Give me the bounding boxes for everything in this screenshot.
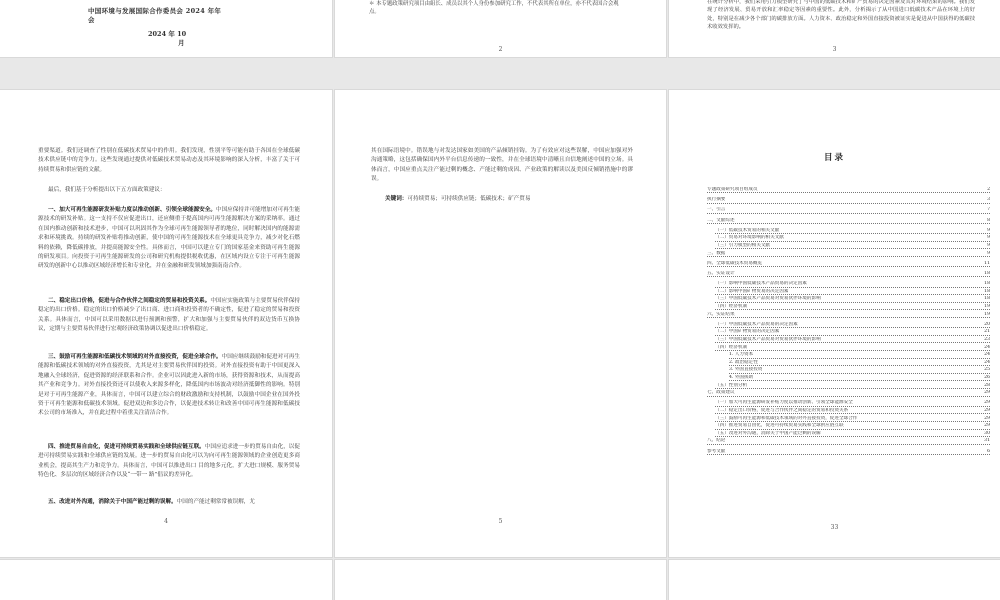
recommendation-1-body: 中国应保持并可能增加对可再生能源技术的研发补贴。这一支持不仅应促进出口，还应侧重于提高国内可再生能源解决方案的采纳率。通过在国内推动创新和技术进步，中国可以巩固其作为全球可再生能源领导者的地位，同时解决国内的能源需求和环境挑战。持续的研发补贴将推动创新，使中国的可再生能源技术在全球更具竞争力，减少对化石燃料的依赖，降低碳排放，并提高能源安全性。具体而言，中国可以建立专门的国家基金来资助可再生能源的研发项目。向投资于可再生能源研发的公司和研究机构提供税收优惠，在区域内设立专注于可再生能源研发的创新中心以推动区域经济增长和专业化，并在金融和研发领域加强南南合作。	[38, 207, 300, 270]
recommendation-5-title: 五、改进对外沟通，消除关于中国产能过剩的误解。	[48, 499, 177, 505]
toc-entry-page: 7	[987, 207, 990, 213]
toc-entry[interactable]	[729, 352, 990, 358]
toc-entry[interactable]	[715, 289, 990, 295]
toc-entry[interactable]	[707, 438, 990, 444]
toc-entry-label: 参考文献	[707, 448, 726, 454]
toc-title: 目录	[823, 153, 845, 163]
toc-entry[interactable]	[707, 207, 990, 213]
recommendation-1	[38, 206, 300, 272]
toc-entry-label: 1. 人力资本	[729, 352, 754, 358]
toc-entry-page: 28	[984, 382, 990, 388]
toc-entry[interactable]	[715, 243, 990, 249]
recommendation-2-title: 二、稳定出口价格，促进与合作伙伴之间稳定的贸易和投资关系。	[48, 298, 211, 304]
toc-entry-page: 3	[987, 197, 990, 203]
toc-entry-page: 2	[987, 187, 990, 192]
toc-entry-label: （二）稳定出口价格，促进与合作伙伴之间稳定的贸易和投资关系	[715, 408, 849, 413]
toc-entry[interactable]	[715, 296, 990, 302]
toc-entry-page: 18	[984, 296, 990, 302]
toc-entry-label: 4. 外国援助	[729, 375, 754, 380]
toc-entry[interactable]	[707, 449, 990, 455]
toc-entry-page: 23	[984, 337, 990, 342]
page-number: 33	[830, 524, 839, 531]
toc-entry-label: （三）中国低碳技术产品贸易对贸易伙伴环境的影响	[715, 296, 821, 302]
toc-entry-page: 29	[984, 415, 990, 421]
disclaimer-note: ＊ 本专题政策研究项目由組长、成员以其个人身份参加研究工作，不代表其所在单位，亦不代表国合会观点。	[369, 1, 619, 15]
summary-text: 在统计分析中，我们采用引力模型研究了与中国的低碳技术和矿产贸易的决定因素及其对环境结果的影响。我们发现了经济发展、贸易开放和汇率稳定等因素的重要性。此外，分析揭示了从中国进口低碳技术产品在环境上的好处，特别是在减少各个部门的碳排放方面。人力资本、政治稳定和外国直接投资被证实是促进从中国获得的低碳技术收效发挥的。	[707, 0, 975, 31]
toc-entry-label: 六、实证结果	[707, 311, 735, 317]
toc-entry[interactable]	[707, 251, 990, 257]
page-number: 4	[164, 518, 168, 525]
keywords-label: 关键词：	[385, 196, 408, 202]
toc-entry[interactable]	[715, 337, 990, 343]
toc-entry-page: 9	[987, 227, 990, 233]
toc-entry-page: 19	[984, 311, 990, 317]
toc-entry[interactable]	[715, 322, 990, 328]
keywords	[385, 195, 635, 204]
toc-entry-label: 2. 政治稳定性	[729, 359, 758, 365]
toc-entry-page: 9	[987, 243, 990, 248]
toc-entry[interactable]	[715, 235, 990, 241]
toc-entry-page: 19	[984, 304, 990, 309]
recommendation-4	[38, 443, 300, 481]
report-date-line2: 月	[178, 39, 185, 47]
toc-entry[interactable]	[715, 431, 990, 437]
toc-entry-label: （四）经济机制	[715, 304, 748, 309]
toc-entry[interactable]	[715, 329, 990, 335]
toc-entry[interactable]	[715, 416, 990, 422]
toc-entry-page: 18	[984, 288, 990, 294]
toc-entry-page: 18	[984, 271, 990, 276]
page-4	[0, 90, 332, 557]
toc-entry[interactable]	[707, 218, 990, 224]
page-number: 2	[498, 46, 503, 53]
toc-entry-page: 26	[984, 375, 990, 380]
toc-entry-page: 29	[984, 390, 990, 396]
toc-entry-page: 9	[987, 235, 990, 241]
toc-entry[interactable]	[715, 383, 990, 389]
toc-entry-page: 6	[987, 448, 990, 454]
toc-entry[interactable]	[707, 261, 990, 267]
toc-entry[interactable]	[715, 304, 990, 310]
recommendation-4-body: 中国应追求进一步的贸易自由化，以促进可持续贸易实践和全球供应链的发展。进一步的贸易自由化可以为向可再生能源领域的企业创造更多商业机会，提高其生产力和竞争力。具体而言，中国可以推进出口 目的地多元化，扩大进口规模、服务贸易特色化、多层次的区域经济合作以及“一带一 路”倡议的差异化。	[38, 444, 300, 479]
toc-entry-label: （三）引力模型的相关文献	[715, 243, 771, 248]
page-2	[335, 0, 666, 57]
recommendation-2-body: 中国应实施政策与主要贸易伙伴保持稳定的出口价格。稳定的出口价格减少了出口商、进口商和投资者的不确定性，促进了稳定的贸易和投资关系。具体而言，中国可以采用数据以进行预测和预警，扩大和加强与主要贸易伙伴的双边货币互换协议，定期与主要贸易伙伴进行宏观经济政策协调以促进出口价格稳定。	[38, 298, 300, 333]
toc-entry-page: 31	[984, 438, 990, 444]
report-date-line1: 2024 年 10	[148, 30, 187, 38]
recommendation-3	[38, 353, 300, 419]
toc-entry-label: 七、政策建议	[707, 390, 735, 396]
page-number: 5	[498, 518, 503, 525]
toc-entry-label: 二、文献综述	[707, 217, 735, 223]
page-6	[669, 90, 1000, 557]
toc-entry-label: （一）中国低碳技术产品贸易的决定因素	[715, 321, 798, 327]
toc-entry-page: 29	[984, 400, 990, 406]
toc-entry-label: 一、引言	[707, 207, 726, 213]
toc-entry[interactable]	[715, 345, 990, 351]
toc-entry[interactable]	[707, 187, 990, 193]
page-5	[335, 90, 666, 557]
recommendation-5-body: 中国的产能过剩常常被误解，尤	[176, 499, 255, 505]
toc-entry[interactable]	[707, 312, 990, 318]
recommendation-4-title: 四、推进贸易自由化，促进可持续贸易实践和全球供应链互联。	[48, 444, 205, 450]
toc-entry-label: 执行摘要	[707, 197, 726, 203]
toc-entry-label: 四、全球低碳技术贸易概览	[707, 260, 763, 266]
toc-entry-label: （二）影响中国矿物贸易的决定因素	[715, 288, 789, 294]
findings-paragraph: 重要渠道。我们还调查了性别在低碳技术贸易中的作用。我们发现，性别平等可能有助于各国在全球低碳技术供应链中的竞争力。这些发现通过提供对低碳技术贸易动态及其环境影响的深入分析，丰富了关于可持续贸易和供应链的文献。	[38, 148, 300, 173]
toc-entry[interactable]	[715, 281, 990, 287]
toc-entry-label: （二）贸易对环境影响的相关文献	[715, 235, 784, 241]
toc-entry[interactable]	[729, 360, 990, 366]
toc-entry-label: （四）经济机制	[715, 344, 748, 350]
toc-entry[interactable]	[707, 197, 990, 203]
toc-entry[interactable]	[707, 390, 990, 396]
page-8	[335, 560, 666, 600]
toc-entry[interactable]	[715, 423, 990, 429]
keywords-list: 可持续贸易；可持续供应链；低碳技术；矿产贸易	[407, 196, 531, 202]
toc-entry-label: （二）中国矿物贸易的决定因素	[715, 329, 780, 335]
recommendation-3-title: 三、鼓励可再生能源和低碳技术领域的对外直接投资，促进全球合作。	[48, 354, 222, 360]
toc-entry-label: （三）中国低碳技术产品贸易对贸易伙伴环境的影响	[715, 337, 821, 342]
toc-entry[interactable]	[715, 408, 990, 414]
toc-entry-label: 专题政策研究项目组成员	[707, 187, 758, 192]
toc-entry[interactable]	[729, 375, 990, 381]
toc-entry-label: 3. 外国直接投资	[729, 367, 763, 373]
toc-entry-label: （三）鼓励可再生能源和低碳技术领域的对外直接投资，促进全球合作	[715, 415, 858, 421]
toc-entry-page: 24	[984, 344, 990, 350]
recommendations-intro: 最后，我们基于分析提出以下五方面政策建议：	[48, 187, 166, 193]
page-7	[0, 560, 332, 600]
page-number: 3	[832, 46, 837, 53]
toc-entry-label: （五）改进对外沟通，消除关于中国产能过剩的误解	[715, 430, 821, 436]
toc-entry-label: （一）低碳技术贸易的相关文献	[715, 227, 780, 233]
recommendation-1-title: 一、加大可再生能源研发补贴力度以推动创新、引领全球能源安全。	[48, 207, 216, 213]
toc-entry-page: 24	[984, 359, 990, 365]
toc-entry-label: 八、结论	[707, 438, 726, 444]
recommendation-5	[38, 498, 300, 507]
toc-entry-page: 25	[984, 367, 990, 373]
page-1	[0, 0, 332, 57]
toc-entry-label: 三、数据	[707, 250, 726, 256]
recommendation-2	[38, 297, 300, 335]
toc-entry-page: 18	[984, 281, 990, 287]
toc-entry-page: 20	[984, 321, 990, 327]
report-title-line2: 会	[88, 16, 95, 24]
toc-entry[interactable]	[707, 271, 990, 277]
toc-entry-label: （五）性别分析	[715, 382, 748, 388]
page-3	[669, 0, 1000, 57]
toc-entry-label: （四）推进贸易自由化，促进可持续贸易实践和全球供应链互联	[715, 423, 844, 429]
report-title-line1: 中国环境与发展国际合作委员会 2024 年年	[88, 7, 222, 15]
toc-entry[interactable]	[715, 400, 990, 406]
toc-entry-page: 30	[984, 430, 990, 436]
toc-entry-page: 29	[984, 408, 990, 413]
toc-entry[interactable]	[729, 367, 990, 373]
toc-entry-label: （一）影响中国低碳技术产品贸易的决定因素	[715, 281, 807, 287]
recommendation-3-body: 中国应继续鼓励和促进对可再生能源和低碳技术领域的对外直接投资，尤其是对主要贸易伙伴国的投资。对外直接投资有助于中国更深入地融入全球经济，促进资源的经济联系和合作。企业可以因此进入新的市场，获得资源和技术，从而提高其产业和竞争力。对外直接投资还可以使收入来源多样化，降低国内市场波动对经济抵御性的影响。特别是对于可再生能源产业，具体而言，中国可以建立综合的财政激励和支持机制，以鼓励中国企业在国外投资于可再生能源和低碳技术领域。促进双边和多边合作，以促进技术转让和改善中国可再生能源和低碳技术公司的市场准入，并在此过程中着重关注清洁合作。	[38, 354, 300, 417]
toc-entry[interactable]	[715, 228, 990, 234]
toc-entry-label: 五、实证设计	[707, 271, 735, 276]
toc-entry-page: 29	[984, 423, 990, 429]
toc-entry-page: 24	[984, 352, 990, 358]
toc-entry-page: 11	[984, 260, 990, 266]
toc-entry-label: （一）加大可再生能源研发补贴力度以推动创新、引领全球能源安全	[715, 400, 853, 406]
toc-entry-page: 21	[984, 329, 990, 335]
page-9	[669, 560, 1000, 600]
toc-entry-page: 9	[987, 250, 990, 256]
toc-entry-page: 8	[987, 217, 990, 223]
recommendation-5-continued: 其在国际语境中。错误地与对发达国家如美国的产品倾销挂钩。为了有效应对这些误解，中国应加强对外沟通策略，这包括确保国内外平台信息传递的一致性，并在全球语境中清晰且自信地阐述中国的立场。具体而言，中国应重点关注产能过剩的概念、产能过剩的成因、产业政策的解读以及美国反倾销措施中的谬误。	[371, 148, 633, 183]
